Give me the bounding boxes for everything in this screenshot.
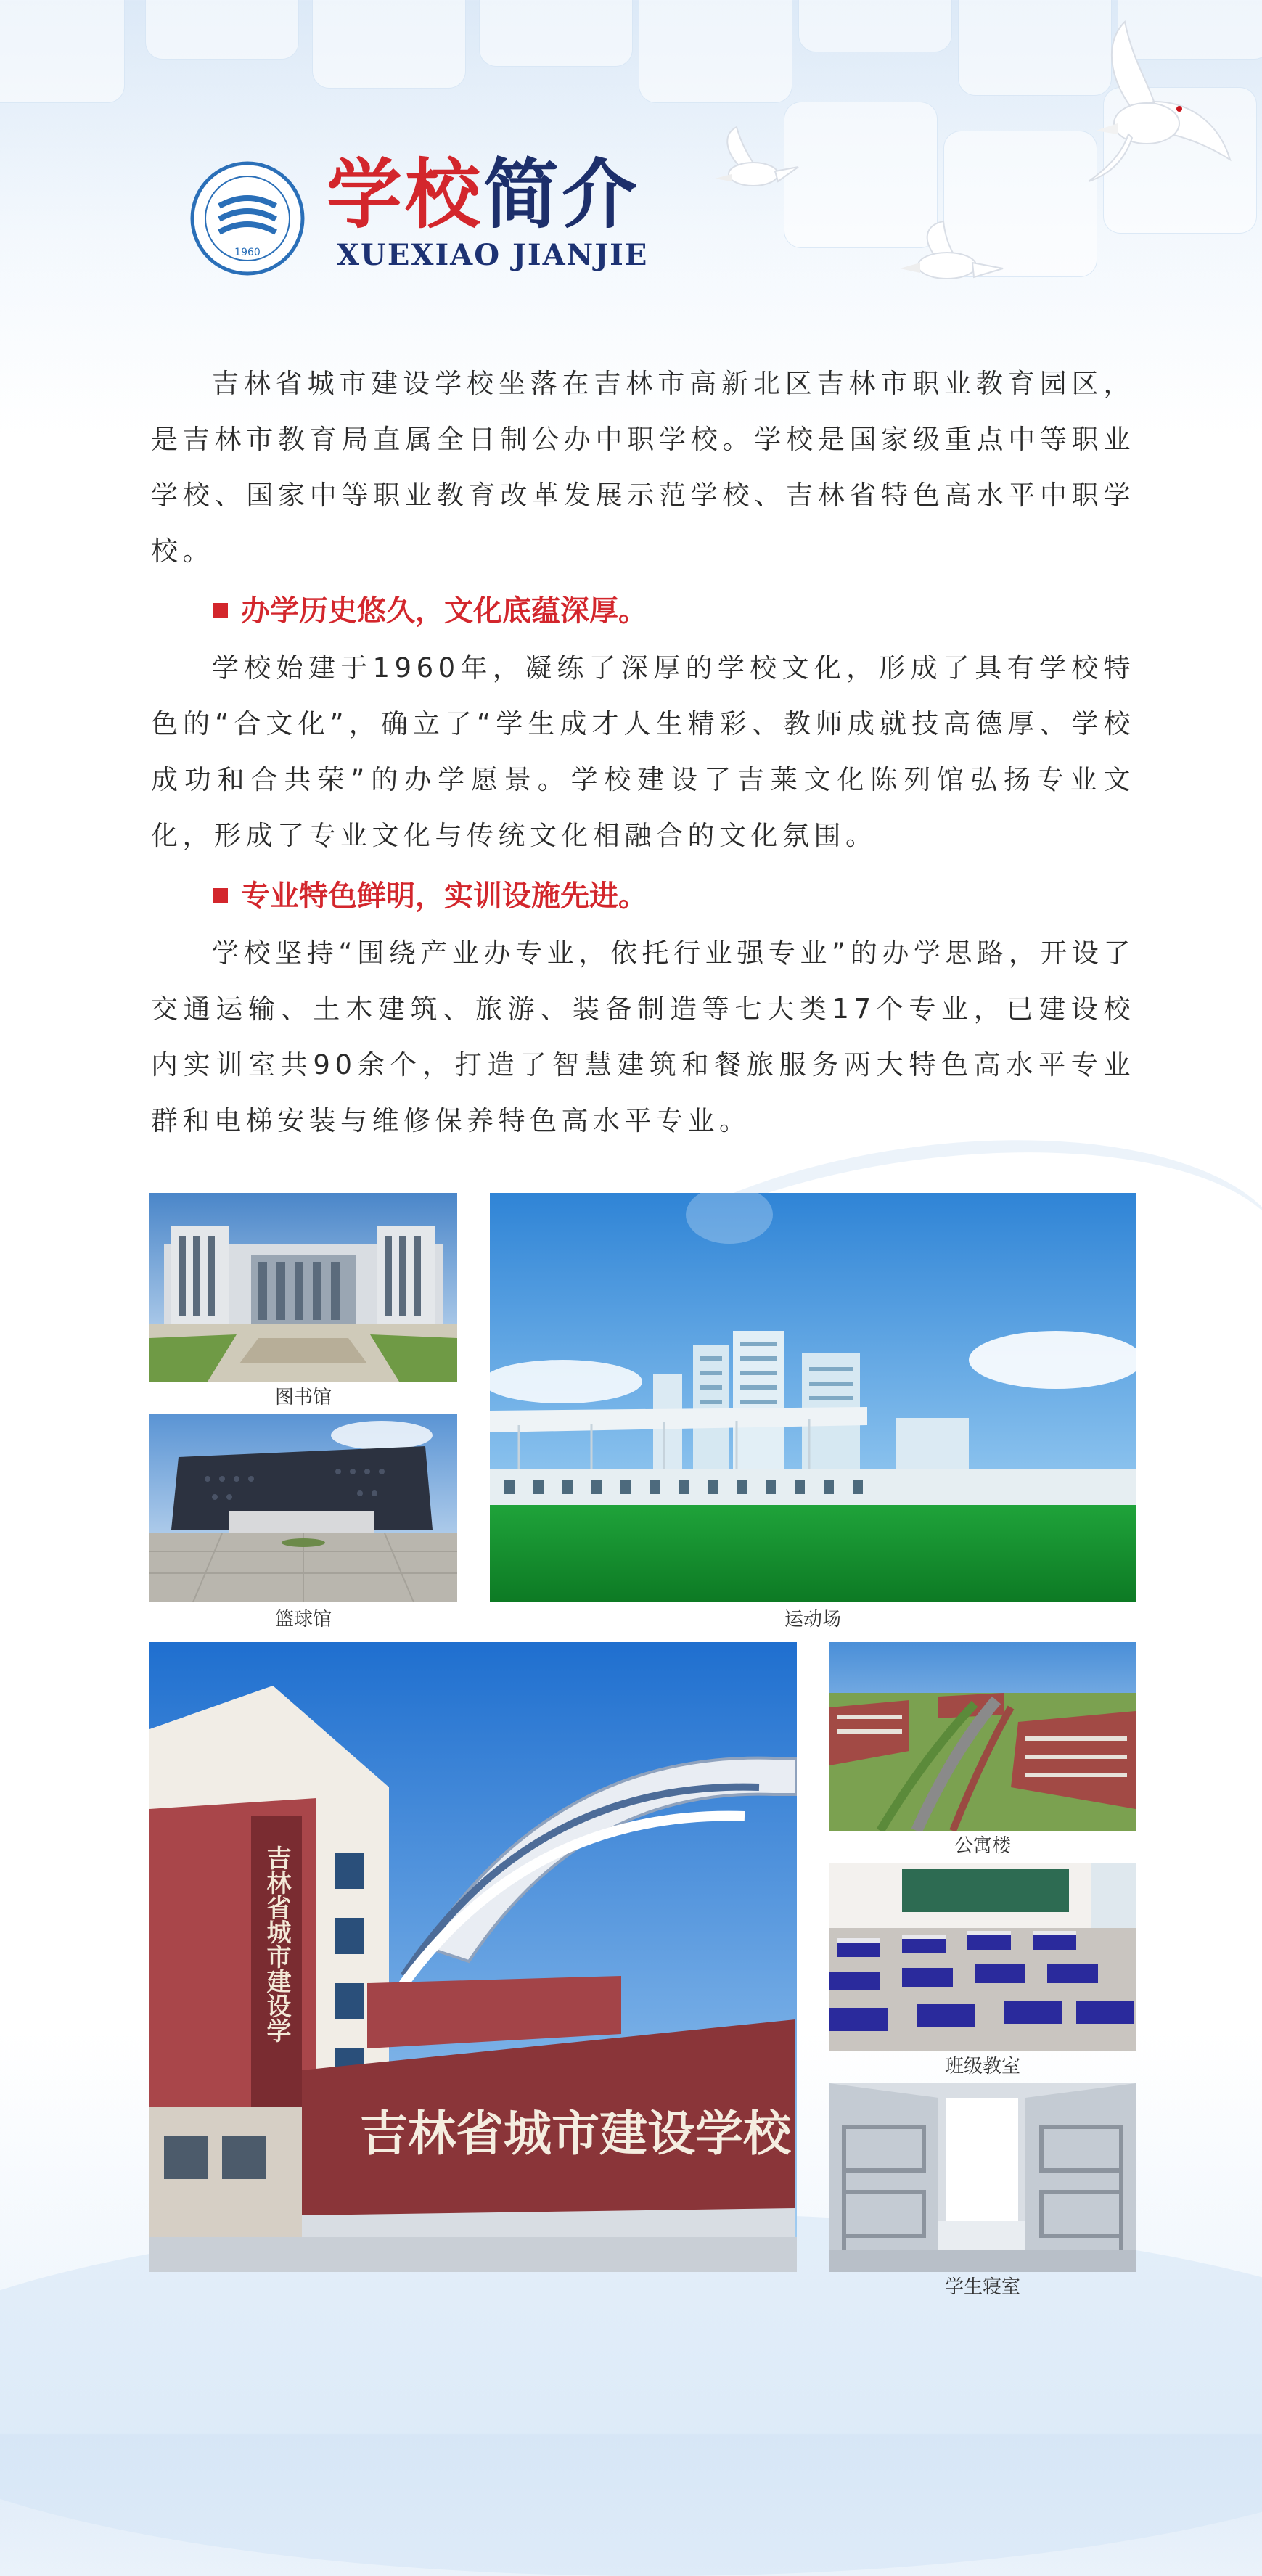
caption-stadium: 运动场	[784, 1609, 841, 1630]
dormitory-buildings-photo	[829, 1642, 1136, 1831]
intro-paragraph: 吉林省城市建设学校坐落在吉林市高新北区吉林市职业教育园区，是吉林市教育局直属全日制公办中职学校。学校是国家级重点中等职业学校、国家中等职业教育改革发展示范学校、吉林省特色高水平中职学校。	[151, 368, 1135, 567]
vertical-sign-text: 吉林省城市建设学	[262, 1845, 291, 2043]
school-logo	[190, 161, 305, 276]
majors-paragraph: 学校坚持“围绕产业办专业，依托行业强专业”的办学思路，开设了交通运输、土木建筑、旅游、装备制造等七大类17个专业，已建设校内实训室共90余个，打造了智慧建筑和餐旅服务两大特色高水平专业群和电梯安装与维修保养特色高水平专业。	[151, 938, 1135, 1136]
caption-dormitory-buildings: 公寓楼	[954, 1835, 1011, 1857]
caption-basketball-hall: 篮球馆	[274, 1609, 332, 1630]
gate-sign-text: 吉林省城市建设学校	[360, 2105, 791, 2162]
section-heading-text: 专业特色鲜明，实训设施先进。	[241, 879, 647, 913]
school-gate-photo	[149, 1642, 797, 2272]
classroom-photo	[829, 1863, 1136, 2051]
title-part-1: 学校	[327, 149, 484, 239]
dorm-room-photo	[829, 2083, 1136, 2272]
title-part-2: 简介	[483, 149, 641, 239]
caption-dorm-room: 学生寝室	[944, 2276, 1020, 2298]
stadium-photo	[490, 1193, 1136, 1602]
section-heading-majors	[213, 874, 647, 918]
page-title-pinyin: XUEXIAO JIANJIE	[337, 238, 649, 272]
page-title	[327, 151, 640, 238]
caption-classroom: 班级教室	[944, 2056, 1020, 2077]
dove-icon	[1045, 15, 1234, 189]
caption-library: 图书馆	[274, 1387, 332, 1408]
dove-icon	[697, 123, 806, 203]
library-photo	[149, 1193, 457, 1382]
logo-year: 1960	[234, 247, 261, 258]
section-heading-history	[213, 589, 647, 633]
basketball-hall-photo	[149, 1414, 457, 1602]
section-heading-text: 办学历史悠久，文化底蕴深厚。	[241, 594, 647, 628]
history-paragraph: 学校始建于1960年，凝练了深厚的学校文化，形成了具有学校特色的“合文化”，确立了“学生成才人生精彩、教师成就技高德厚、学校成功和合共荣”的办学愿景。学校建设了吉莱文化陈列馆弘扬专业文化，形成了专业文化与传统文化相融合的文化氛围。	[151, 652, 1135, 851]
dove-icon	[878, 218, 1009, 298]
bullet-square	[213, 603, 228, 618]
bullet-square	[213, 888, 228, 903]
